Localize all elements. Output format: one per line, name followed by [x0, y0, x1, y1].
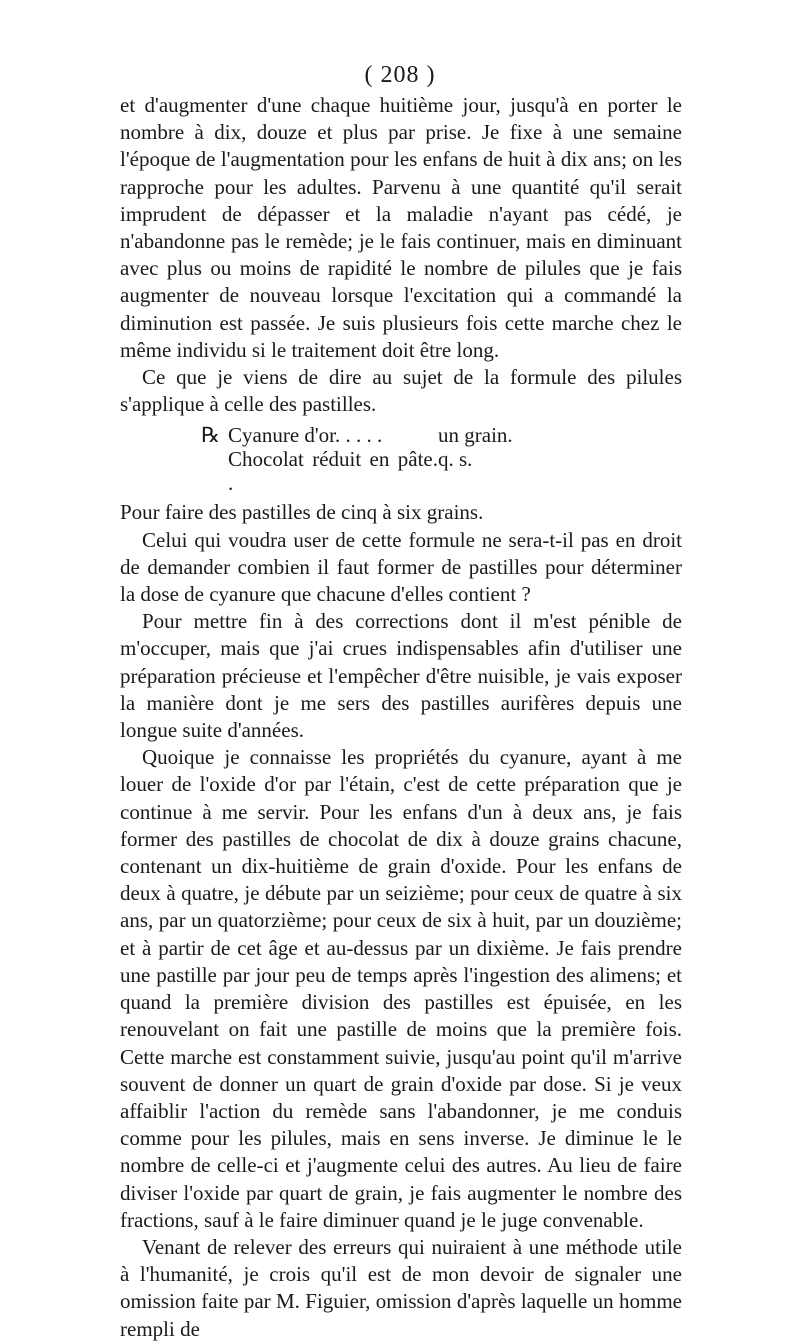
paragraph-4: Celui qui voudra user de cette formule ne sera-t-il pas en droit de demander combien il faut former de pastilles pour déterminer la dose de cyanure que chacune d'elles contient ? [120, 527, 682, 607]
body-text [120, 92, 682, 1343]
paragraph-1: et d'augmenter d'une chaque huitième jour, jusqu'à en porter le nombre à dix, douze et plus par prise. Je fixe à une semaine l'époque de l'augmentation pour les enfans de huit à dix ans; on les rapproche pour les adultes. Parvenu à une quantité qu'il serait imprudent de dépasser et la maladie n'ayant pas cédé, je n'abandonne pas le remède; je le fais continuer, mais en diminuant avec plus ou moins de rapidité le nombre de pilules que je fais augmenter de nouveau lorsque l'excitation qui a commandé la diminution est passée. Je suis plusieurs fois cette marche chez le même individu si le traitement doit être long. [120, 93, 682, 362]
ingredient-quantity: q. s. [438, 447, 473, 472]
formula [120, 423, 682, 495]
ingredient-name: Cyanure d'or. . . . . [228, 423, 383, 448]
ingredient-name: Chocolat réduit en pâte. . [228, 447, 438, 496]
ingredient-quantity: un grain. [438, 423, 513, 448]
paragraph-5: Pour mettre fin à des corrections dont il m'est pénible de m'occuper, mais que j'ai crues indispensables afin d'utiliser une préparation précieuse et l'empêcher d'être nuisible, je vais exposer la manière dont je me sers des pastilles aurifères depuis une longue suite d'années. [120, 609, 682, 743]
recipe-symbol-blank [120, 447, 228, 495]
recipe-symbol-icon: ℞ [201, 423, 220, 448]
page-number: ( 208 ) [364, 62, 436, 88]
paragraph-7: Venant de relever des erreurs qui nuiraient à une méthode utile à l'humanité, je crois qu'il est de mon devoir de signaler une omission faite par M. Figuier, omission d'après laquelle un homme rempli de [120, 1234, 682, 1341]
formula-line-2 [120, 447, 682, 495]
paragraph-3: Pour faire des pastilles de cinq à six grains. [120, 500, 484, 525]
paragraph-6: Quoique je connaisse les propriétés du cyanure, ayant à me louer de l'oxide d'or par l'étain, c'est de cette préparation que je continue à me servir. Pour les enfans d'un à deux ans, je fais former des pastilles de chocolat de dix à douze grains chacune, contenant un dix-huitième de grain d'oxide. Pour les enfans de deux à quatre, je débute par un seizième; pour ceux de quatre à six ans, par un quatorzième; pour ceux de six à huit, par un douzième; et à partir de cet âge et au-dessus par un dixième. Je fais prendre une pastille par jour peu de temps après l'ingestion des alimens; et quand la première division des pastilles est épuisée, en les renouvelant on fait une pastille de moins que la première fois. Cette marche est constamment suivie, jusqu'au point qu'il m'arrive souvent de donner un quart de grain d'oxide par dose. Si je veux affaiblir l'action du remède sans l'abandonner, je me conduis comme pour les pilules, mais en sens inverse. Je diminue le le nombre de celle-ci et j'augmente celui des autres. Au lieu de faire diviser l'oxide par quart de grain, je fais augmenter le nombre des fractions, sauf à le faire diminuer quand je le juge convenable. [120, 745, 682, 1232]
paragraph-2: Ce que je viens de dire au sujet de la formule des pilules s'applique à celle des pastilles. [120, 365, 682, 417]
formula-line-1 [120, 423, 682, 447]
